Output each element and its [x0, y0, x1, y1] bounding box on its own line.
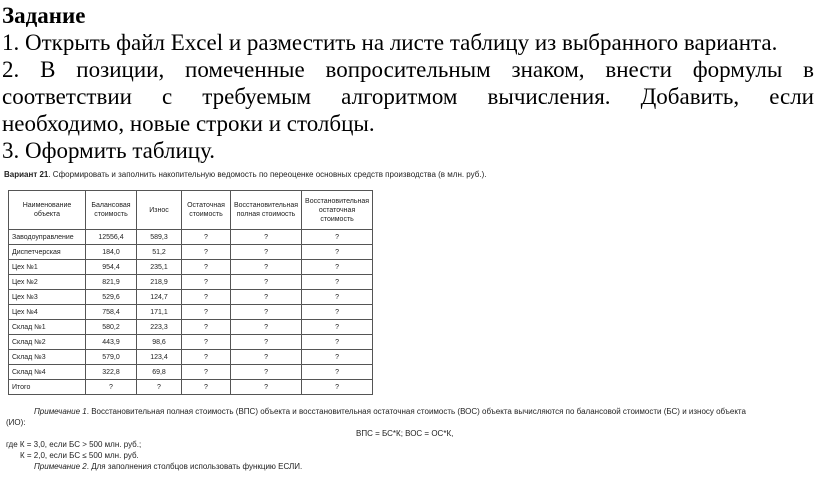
task-step-2-line-1: 2. В позиции, помеченные вопросительным знаком, внести формулы в — [2, 57, 814, 82]
header-object-name: Наименование объекта — [9, 191, 86, 230]
table-cell: ? — [182, 305, 231, 320]
table-cell: ? — [302, 380, 373, 395]
row-label-cell: Цех №4 — [9, 305, 86, 320]
variant-label: Вариант 21 — [4, 170, 49, 179]
table-cell: ? — [302, 320, 373, 335]
note-1 — [34, 407, 746, 416]
row-label-cell: Склад №2 — [9, 335, 86, 350]
table-cell: 124,7 — [137, 290, 182, 305]
table-row — [9, 365, 373, 380]
note-2-label: Примечание 2 — [34, 462, 87, 471]
table-cell: ? — [302, 365, 373, 380]
table-cell: ? — [302, 350, 373, 365]
table-cell: ? — [302, 290, 373, 305]
table-cell: ? — [231, 380, 302, 395]
table-row — [9, 335, 373, 350]
condition-1: где К = 3,0, если БС > 500 млн. руб.; — [6, 440, 142, 449]
table-cell: ? — [302, 260, 373, 275]
table-cell: 69,8 — [137, 365, 182, 380]
table-cell: ? — [231, 365, 302, 380]
header-book-value: Балансовая стоимость — [86, 191, 137, 230]
table-row — [9, 305, 373, 320]
variant-heading — [4, 170, 486, 179]
table-cell: 218,9 — [137, 275, 182, 290]
table-row — [9, 380, 373, 395]
header-replacement-residual-value: Восстановительная остаточная стоимость — [302, 191, 373, 230]
table-cell: 235,1 — [137, 260, 182, 275]
table-cell: 758,4 — [86, 305, 137, 320]
table-cell: ? — [302, 305, 373, 320]
table-cell: 171,1 — [137, 305, 182, 320]
table-cell: 123,4 — [137, 350, 182, 365]
header-replacement-full-value: Восстановительная полная стоимость — [231, 191, 302, 230]
table-cell: ? — [182, 320, 231, 335]
note-1-text: . Восстановительная полная стоимость (ВПС) объекта и восстановительная остаточная стоимость (ВОС) объекта вычисляются по балансовой стоимости (БС) и износу объекта — [86, 407, 746, 416]
table-cell: ? — [137, 380, 182, 395]
table-row — [9, 275, 373, 290]
table-cell: ? — [182, 290, 231, 305]
table-cell: ? — [182, 365, 231, 380]
table-cell: 184,0 — [86, 245, 137, 260]
table-cell: ? — [182, 380, 231, 395]
table-cell: 579,0 — [86, 350, 137, 365]
table-cell: ? — [302, 275, 373, 290]
header-residual-value: Остаточная стоимость — [182, 191, 231, 230]
row-label-cell: Диспетчерская — [9, 245, 86, 260]
note-1-label: Примечание 1 — [34, 407, 87, 416]
row-label-cell: Итого — [9, 380, 86, 395]
condition-2: К = 2,0, если БС ≤ 500 млн. руб. — [20, 451, 139, 460]
task-step-2-line-2: соответствии с требуемым алгоритмом вычисления. Добавить, если — [2, 84, 814, 109]
table-cell: ? — [302, 335, 373, 350]
table-cell: ? — [231, 350, 302, 365]
table-cell: ? — [302, 245, 373, 260]
table-cell: 580,2 — [86, 320, 137, 335]
table-cell: ? — [302, 230, 373, 245]
table-cell: ? — [231, 335, 302, 350]
assets-table — [8, 190, 373, 395]
table-cell: 821,9 — [86, 275, 137, 290]
table-cell: 223,3 — [137, 320, 182, 335]
table-cell: ? — [182, 335, 231, 350]
table-cell: ? — [182, 230, 231, 245]
task-step-2-line-3: необходимо, новые строки и столбцы. — [2, 111, 375, 136]
table-header-row — [9, 191, 373, 230]
task-block — [2, 2, 814, 164]
table-cell: ? — [231, 320, 302, 335]
row-label-cell: Склад №4 — [9, 365, 86, 380]
note-2-text: . Для заполнения столбцов использовать функцию ЕСЛИ. — [86, 462, 303, 471]
table-row — [9, 245, 373, 260]
task-step-3: 3. Оформить таблицу. — [2, 138, 216, 163]
table-body — [9, 230, 373, 395]
note-1-tail: (ИО): — [6, 418, 26, 427]
formula: ВПС = БС*К; ВОС = ОС*К, — [356, 429, 454, 438]
row-label-cell: Склад №3 — [9, 350, 86, 365]
table-row — [9, 260, 373, 275]
row-label-cell: Заводоуправление — [9, 230, 86, 245]
note-2 — [34, 462, 302, 471]
row-label-cell: Склад №1 — [9, 320, 86, 335]
task-title: Задание — [2, 3, 86, 28]
table-cell: 529,6 — [86, 290, 137, 305]
table-cell: ? — [231, 305, 302, 320]
table-cell: ? — [231, 275, 302, 290]
table-cell: 589,3 — [137, 230, 182, 245]
task-step-1: 1. Открыть файл Excel и разместить на листе таблицу из выбранного варианта. — [2, 30, 778, 55]
header-wear: Износ — [137, 191, 182, 230]
table-cell: 954,4 — [86, 260, 137, 275]
table-cell: ? — [231, 245, 302, 260]
row-label-cell: Цех №3 — [9, 290, 86, 305]
table-row — [9, 230, 373, 245]
table-cell: ? — [182, 275, 231, 290]
table-cell: ? — [182, 350, 231, 365]
table-cell: ? — [231, 290, 302, 305]
table-cell: 443,9 — [86, 335, 137, 350]
table-cell: 12556,4 — [86, 230, 137, 245]
table-cell: ? — [182, 245, 231, 260]
table-cell: ? — [86, 380, 137, 395]
table-cell: 51,2 — [137, 245, 182, 260]
table-row — [9, 290, 373, 305]
table-cell: ? — [231, 230, 302, 245]
row-label-cell: Цех №2 — [9, 275, 86, 290]
table-row — [9, 350, 373, 365]
variant-text: . Сформировать и заполнить накопительную ведомость по переоценке основных средств производства (в млн. руб.). — [48, 170, 487, 179]
table-cell: 322,8 — [86, 365, 137, 380]
table-cell: 98,6 — [137, 335, 182, 350]
table-row — [9, 320, 373, 335]
table-cell: ? — [231, 260, 302, 275]
row-label-cell: Цех №1 — [9, 260, 86, 275]
table-cell: ? — [182, 260, 231, 275]
